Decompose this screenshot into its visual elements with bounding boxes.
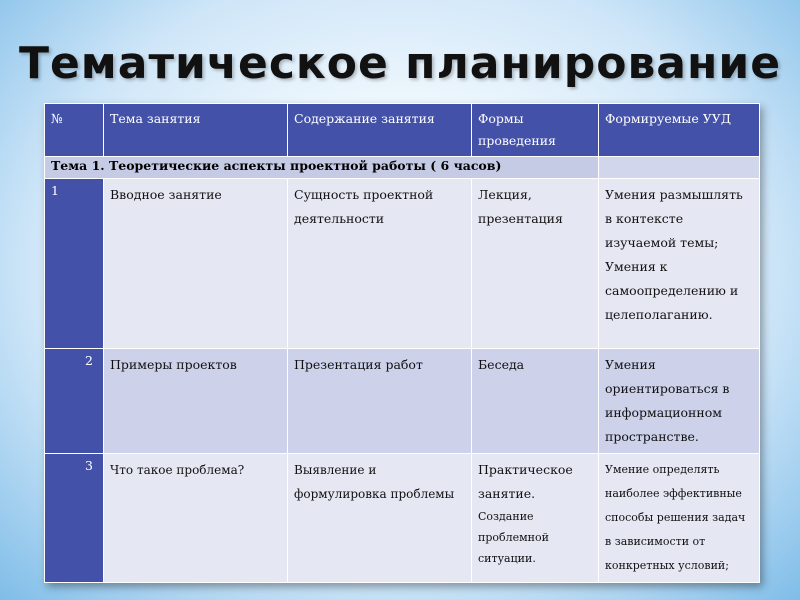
row-form-cell xyxy=(472,454,599,583)
row-form-note: Создание проблемной ситуации. xyxy=(478,510,549,565)
row-number: 2 xyxy=(45,349,104,454)
table-row xyxy=(45,454,760,583)
section-title: Тема 1. Теоретические аспекты проектной работы ( 6 часов) xyxy=(45,157,599,179)
row-number: 1 xyxy=(45,179,104,349)
header-uud: Формируемые УУД xyxy=(599,104,760,157)
row-number: 3 xyxy=(45,454,104,583)
header-number: № xyxy=(45,104,104,157)
row-form: Беседа xyxy=(472,349,599,454)
row-form: Лекция, презентация xyxy=(472,179,599,349)
row-topic: Вводное занятие xyxy=(104,179,288,349)
row-uud: Умения размышлять в контексте изучаемой темы; Умения к самоопределению и целеполаганию. xyxy=(599,179,760,349)
row-content: Презентация работ xyxy=(288,349,472,454)
table-row xyxy=(45,349,760,454)
header-content: Содержание занятия xyxy=(288,104,472,157)
slide-title: Тематическое планирование xyxy=(18,38,782,89)
planning-table xyxy=(44,103,760,583)
row-topic: Что такое проблема? xyxy=(104,454,288,583)
row-content: Сущность проектной деятельности xyxy=(288,179,472,349)
row-topic: Примеры проектов xyxy=(104,349,288,454)
header-topic: Тема занятия xyxy=(104,104,288,157)
table-row xyxy=(45,179,760,349)
row-uud: Умение определять наиболее эффективные способы решения задач в зависимости от конкретных условий; xyxy=(599,454,760,583)
header-form: Формы проведения xyxy=(472,104,599,157)
table-header-row xyxy=(45,104,760,157)
section-empty-cell xyxy=(599,157,760,179)
section-row xyxy=(45,157,760,179)
row-uud: Умения ориентироваться в информационном пространстве. xyxy=(599,349,760,454)
row-form: Практическое занятие. xyxy=(478,462,573,501)
row-content: Выявление и формулировка проблемы xyxy=(288,454,472,583)
